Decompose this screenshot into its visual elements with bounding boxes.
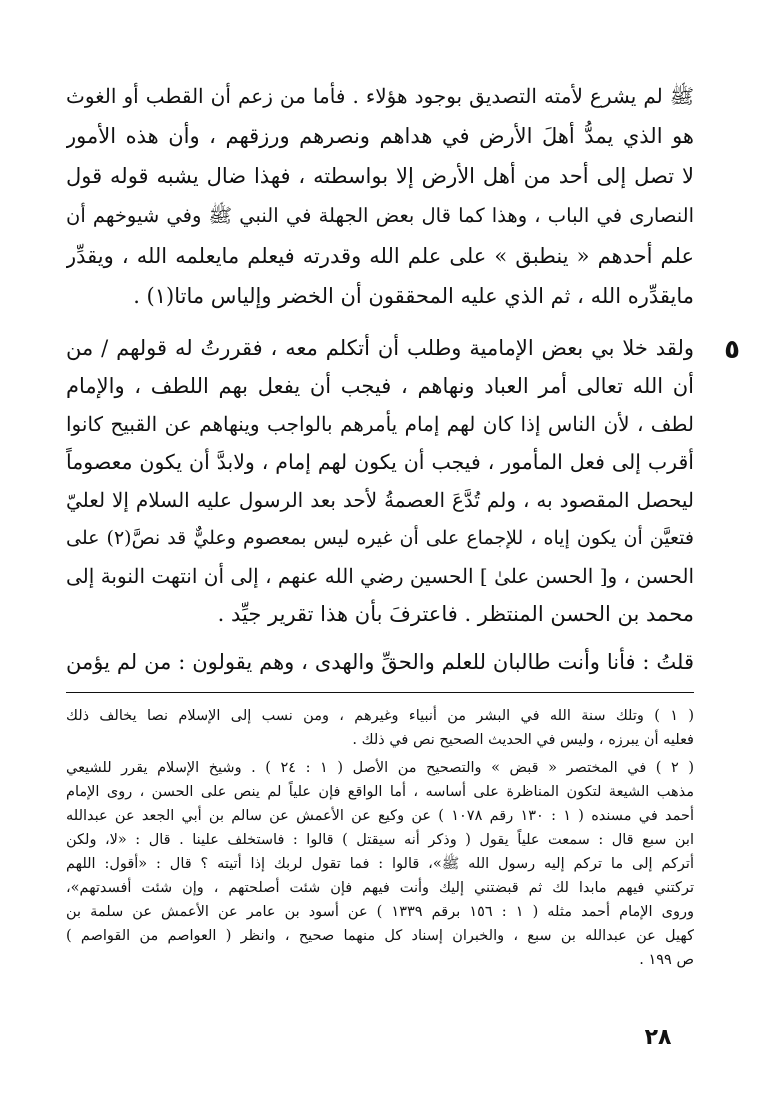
page-number: ٢٨ [644, 1025, 672, 1050]
text-line: فتعيَّن أن يكون إياه ، للإجماع على أن غيره ليس بمعصوم وعليٌّ قد نصَّ(٢) على [66, 527, 694, 549]
text-line: ﷺ لم يشرع لأمته التصديق بوجود هؤلاء . فأما من زعم أن القطب أو الغوث [66, 84, 694, 108]
text-line: هو الذي يمدُّ أهلَ الأرض في هداهم ونصرهم ورزقهم ، وأن هذه الأمور [66, 124, 694, 148]
text-line: محمد بن الحسن المنتظر . فاعترفَ بأن هذا تقرير جيِّد . [217, 602, 694, 626]
footnote-line: أحمد في مسنده ( ١ : ١٣٠ رقم ١٠٧٨ ) عن وكيع عن الأعمش عن سالم بن أبي الجعد عن عبدالله [66, 808, 694, 824]
text-line: الحسن ، و[ الحسن علىٰ ] الحسين رضي الله عنهم ، إلى أن انتهت النوبة إلى [66, 564, 694, 588]
text-line: قلتُ : فأنا وأنت طالبان للعلم والحقِّ والهدى ، وهم يقولون : من لم يؤمن [66, 650, 694, 674]
text-line: ليحصل المقصود به ، ولم تُدَّعَ العصمةُ لأحد بعد الرسول عليه السلام إلا لعليّ [66, 488, 694, 512]
footnote-line: ( ١ ) وتلك سنة الله في البشر من أنبياء وغيرهم ، ومن نسب إلى الإسلام نصا يخالف ذلك [66, 708, 694, 724]
footnote-line: ص ١٩٩ . [639, 952, 694, 968]
footnote-line: كهيل عن عبدالله بن سبع ، والخبران إسناد كل منهما صحيح ، وانظر ( العواصم من القواصم ) [66, 928, 694, 944]
footnote-line: أتركم إلى ما تركم إليه رسول الله ﷺ»، قالوا : فما تقول لربك إذا أتيته ؟ قال : «أقول: اللهم [66, 856, 694, 872]
footnote-line: مذهب الشيعة لتكون المناظرة على أساسه ، أما الواقع فإن علياً لم ينص على الحسن ، روى الإمام [66, 784, 694, 800]
text-line: علم أحدهم « ينطبق » على علم الله وقدرته فيعلم مايعلمه الله ، ويقدِّر [66, 244, 694, 268]
text-line: النصارى في الباب ، وهذا كما قال بعض الجهلة في النبي ﷺ وفي شيوخهم أن [66, 204, 694, 227]
footnote-line: فعليه أن يبرزه ، وليس في الحديث الصحيح نص في ذلك . [352, 732, 694, 748]
text-line: مايقدِّره الله ، ثم الذي عليه المحققون أن الخضر وإلياس ماتا(١) . [133, 284, 694, 308]
text-line: لطف ، لأن الناس إذا كان لهم إمام يأمرهم بالواجب وينهاهم عن القبيح كانوا [66, 412, 694, 436]
footnote-line: ( ٢ ) في المختصر « قبض » والتصحيح من الأصل ( ١ : ٢٤ ) . وشيخ الإسلام يقرر للشيعي [66, 760, 694, 776]
footnote-line: تركتني فيهم مابدا لك ثم قبضتني إليك وأنت فيهم فإن شئت أصلحتهم ، وإن شئت أفسدتهم»، [66, 880, 694, 896]
text-line: ولقد خلا بي بعض الإمامية وطلب أن أتكلم معه ، فقررتُ له قولهم / من [66, 336, 694, 360]
text-line: لا تصل إلى أحد من أهل الأرض إلا بواسطته ، فهذا ضال يشبه قوله قول [66, 164, 694, 188]
text-line: أن الله تعالى أمر العباد ونهاهم ، فيجب أن يفعل بهم اللطف ، والإمام [66, 374, 694, 398]
footnote-line: ابن سبع قال : سمعت علياً يقول ( وذكر أنه سيقتل ) قالوا : فاستخلف علينا . قال : «لا، ولكن [66, 832, 694, 848]
text-line: أقرب إلى فعل المأمور ، فيجب أن يكون لهم إمام ، ولابدَّ أن يكون معصوماً [66, 450, 694, 474]
paragraph-marker: ٥ [724, 335, 740, 365]
footnote-line: وروى الإمام أحمد مثله ( ١ : ١٥٦ برقم ١٣٣٩ ) عن أسود بن عامر عن الأعمش عن سلمة بن [66, 904, 694, 920]
footnote-divider [66, 692, 694, 693]
